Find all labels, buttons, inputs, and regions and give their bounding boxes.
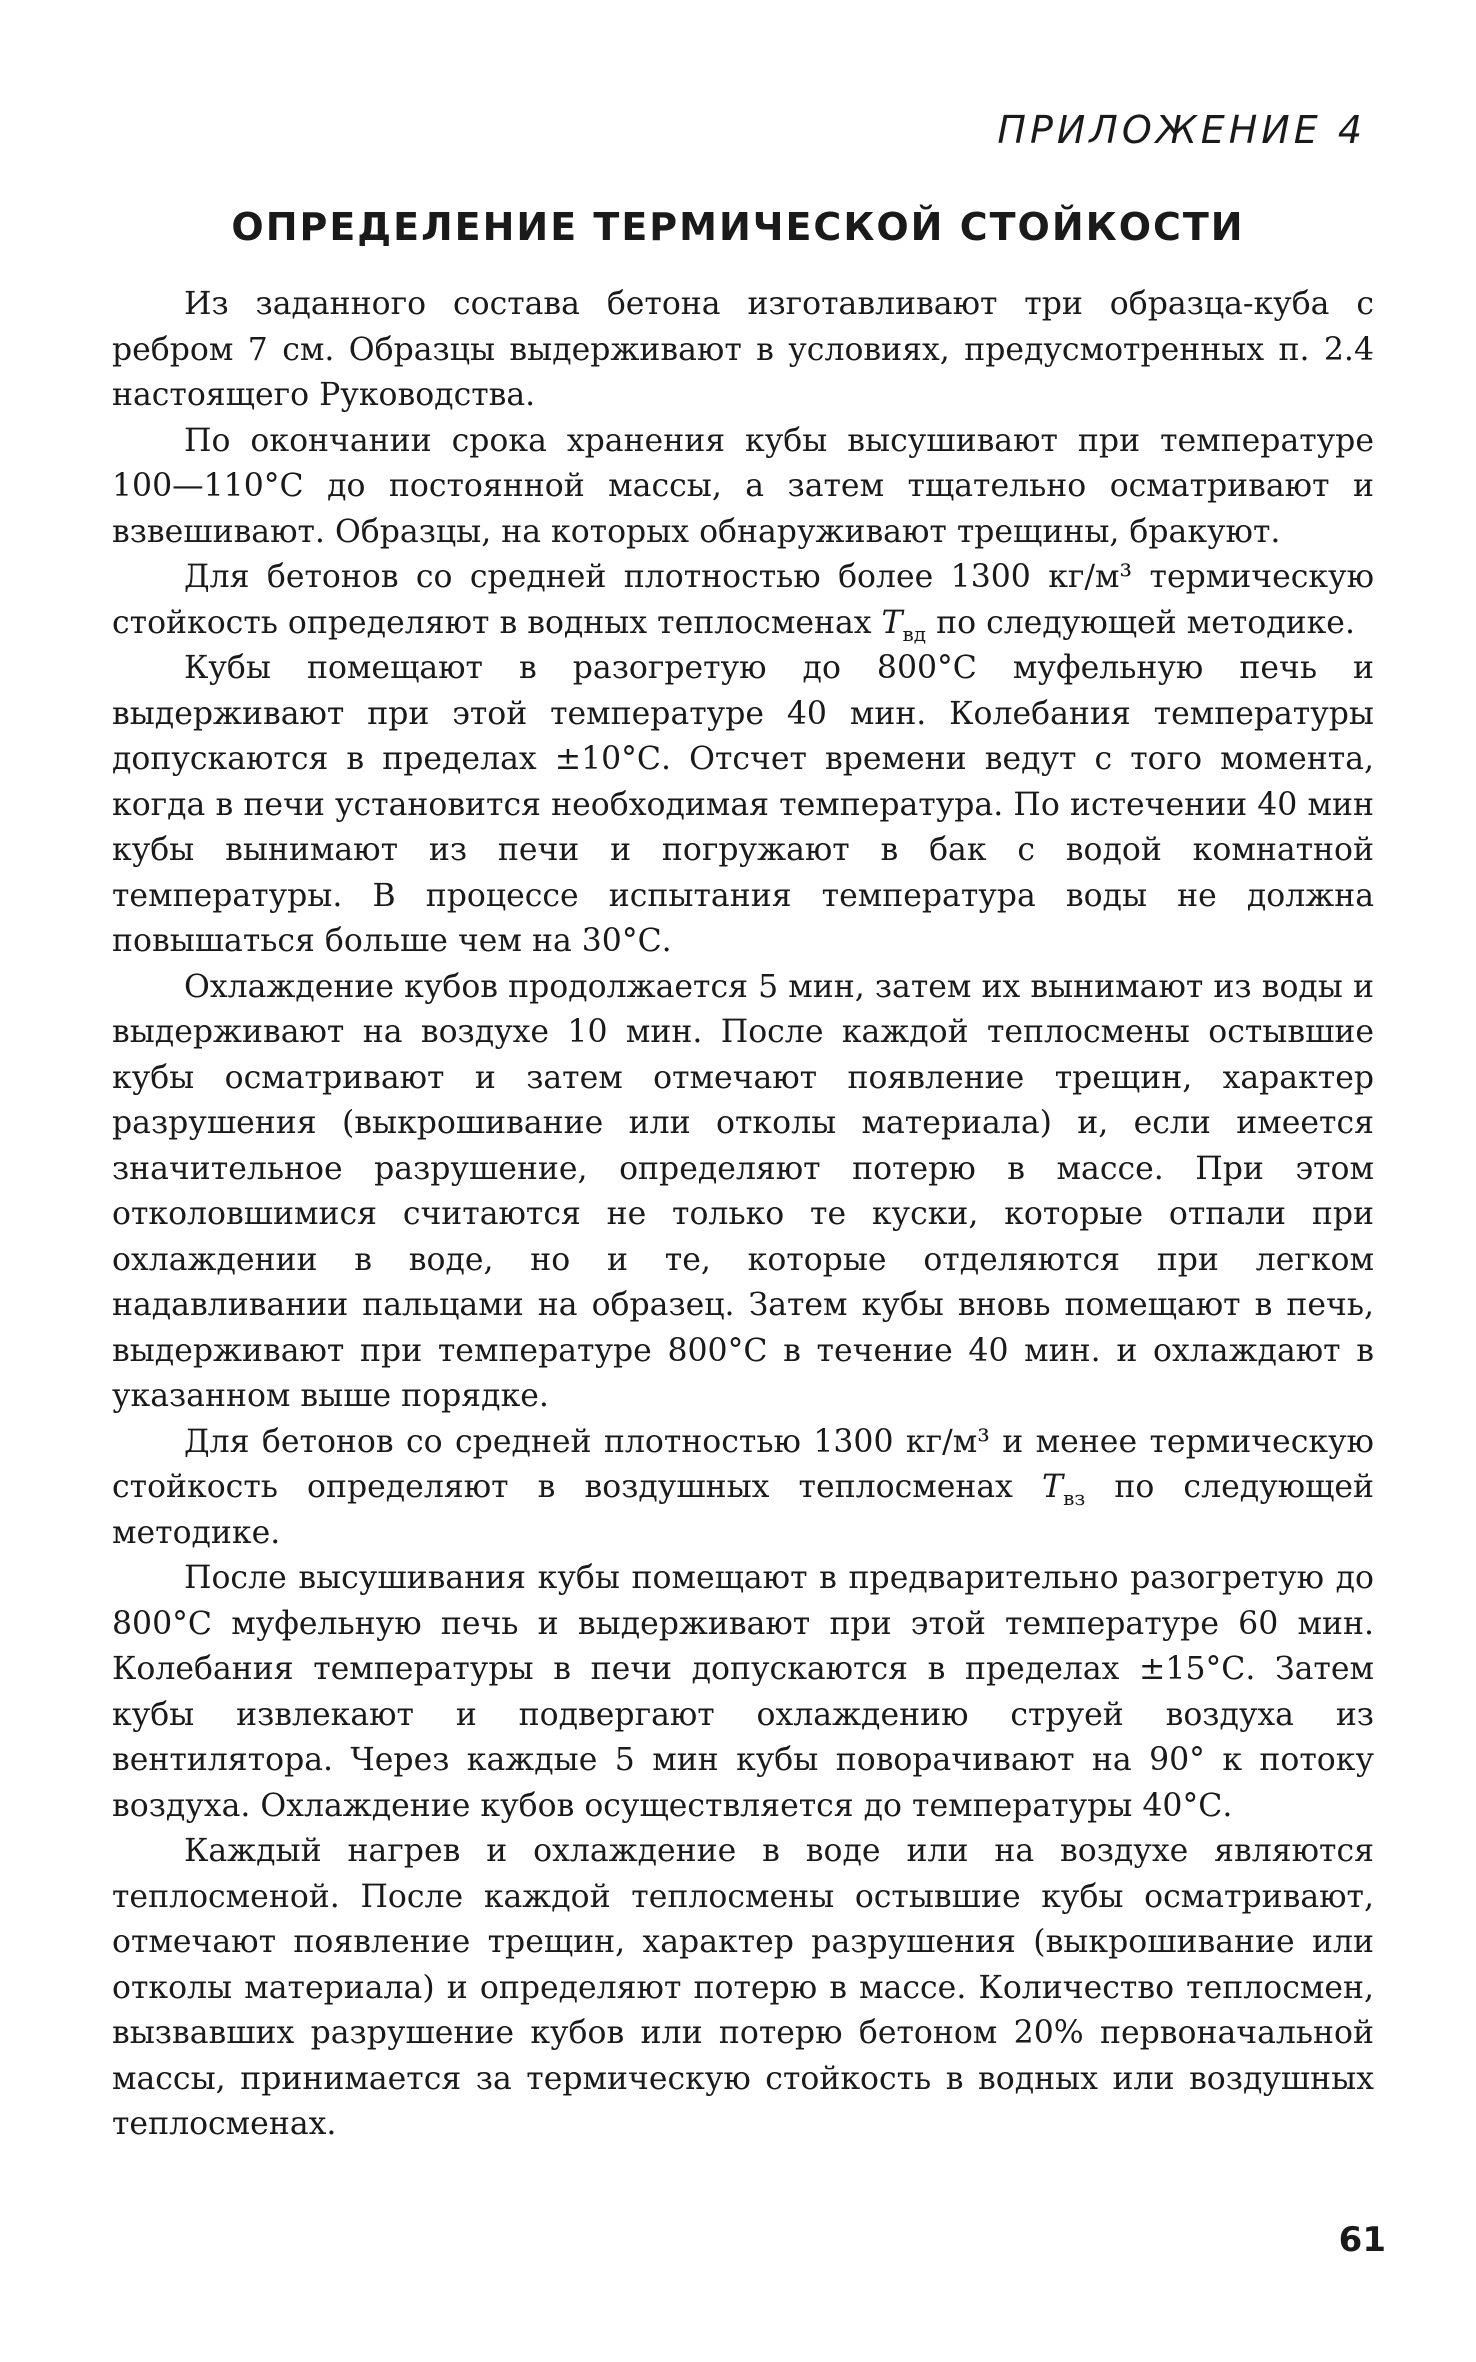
formula-t-variable: T [1042, 1469, 1064, 1505]
page-number: 61 [1338, 2220, 1386, 2260]
formula-t-variable: T [881, 604, 903, 641]
body-text [112, 282, 1374, 2148]
paragraph-6-text-start: Для бетонов со средней плотностью 1300 кг/м³ и менее термическую стойкость определяют в воздушных теплосменах [112, 1423, 1374, 1505]
formula-subscript-vz: вз [1063, 1486, 1086, 1510]
paragraph-3 [112, 555, 1374, 646]
paragraph-8: Каждый нагрев и охлаждение в воде или на воздухе являются теплосменой. После каждой теплосмены остывшие кубы осматривают, отмечают появление трещин, характер разрушения (выкрошивание или отколы материала) и определяют потерю в массе. Количество теплосмен, вызвавших разрушение кубов или потерю бетоном 20% первоначальной массы, принимается за термическую стойкость в водных или воздушных теплосменах. [112, 1833, 1374, 2142]
paragraph-1: Из заданного состава бетона изготавливают три образца-куба с ребром 7 см. Образцы выдерживают в условиях, предусмотренных п. 2.4 настоящего Руководства. [112, 286, 1374, 413]
page-title: ОПРЕДЕЛЕНИЕ ТЕРМИЧЕСКОЙ СТОЙКОСТИ [231, 205, 1245, 249]
paragraph-5: Охлаждение кубов продолжается 5 мин, затем их вынимают из воды и выдерживают на воздухе 10 мин. После каждой теплосмены остывшие кубы осматривают и затем отмечают появление трещин, характер разрушения (выкрошивание или отколы материала) и, если имеется значительное разрушение, определяют потерю в массе. При этом отколовшимися считаются не только те куски, которые отпали при охлаждении в воде, но и те, которые отделяются при легком надавливании пальцами на образец. Затем кубы вновь помещают в печь, выдерживают при температуре 800°С в течение 40 мин. и охлаждают в указанном выше порядке. [112, 968, 1374, 1414]
paragraph-4: Кубы помещают в разогретую до 800°С муфельную печь и выдерживают при этой температуре 40 мин. Колебания температуры допускаются в пределах ±10°С. Отсчет времени ведут с того момента, когда в печи установится необходимая температура. По истечении 40 мин кубы вынимают из печи и погружают в бак с водой комнатной температуры. В процессе испытания температура воды не должна повышаться больше чем на 30°С. [112, 650, 1374, 959]
paragraph-7: После высушивания кубы помещают в предварительно разогретую до 800°С муфельную печь и выдерживают при этой температуре 60 мин. Колебания температуры в печи допускаются в пределах ±15°С. Затем кубы извлекают и подвергают охлаждению струей воздуха из вентилятора. Через каждые 5 мин кубы поворачивают на 90° к потоку воздуха. Охлаждение кубов осуществляется до температуры 40°С. [112, 1560, 1374, 1824]
paragraph-2: По окончании срока хранения кубы высушивают при температуре 100—110°С до постоянной массы, а затем тщательно осматривают и взвешивают. Образцы, на которых обнаруживают трещины, бракуют. [112, 422, 1374, 550]
formula-subscript-vd: вд [902, 621, 927, 646]
paragraph-3-text-start: Для бетонов со средней плотностью более 1300 кг/м³ термическую стойкость определяют в водных теплосменах [112, 559, 1374, 641]
paragraph-6-text-end: по следующей методике. [112, 1469, 1374, 1551]
paragraph-3-text-end: по следующей методике. [926, 604, 1355, 641]
paragraph-6 [112, 1420, 1374, 1557]
appendix-label: ПРИЛОЖЕНИЕ 4 [997, 108, 1366, 152]
